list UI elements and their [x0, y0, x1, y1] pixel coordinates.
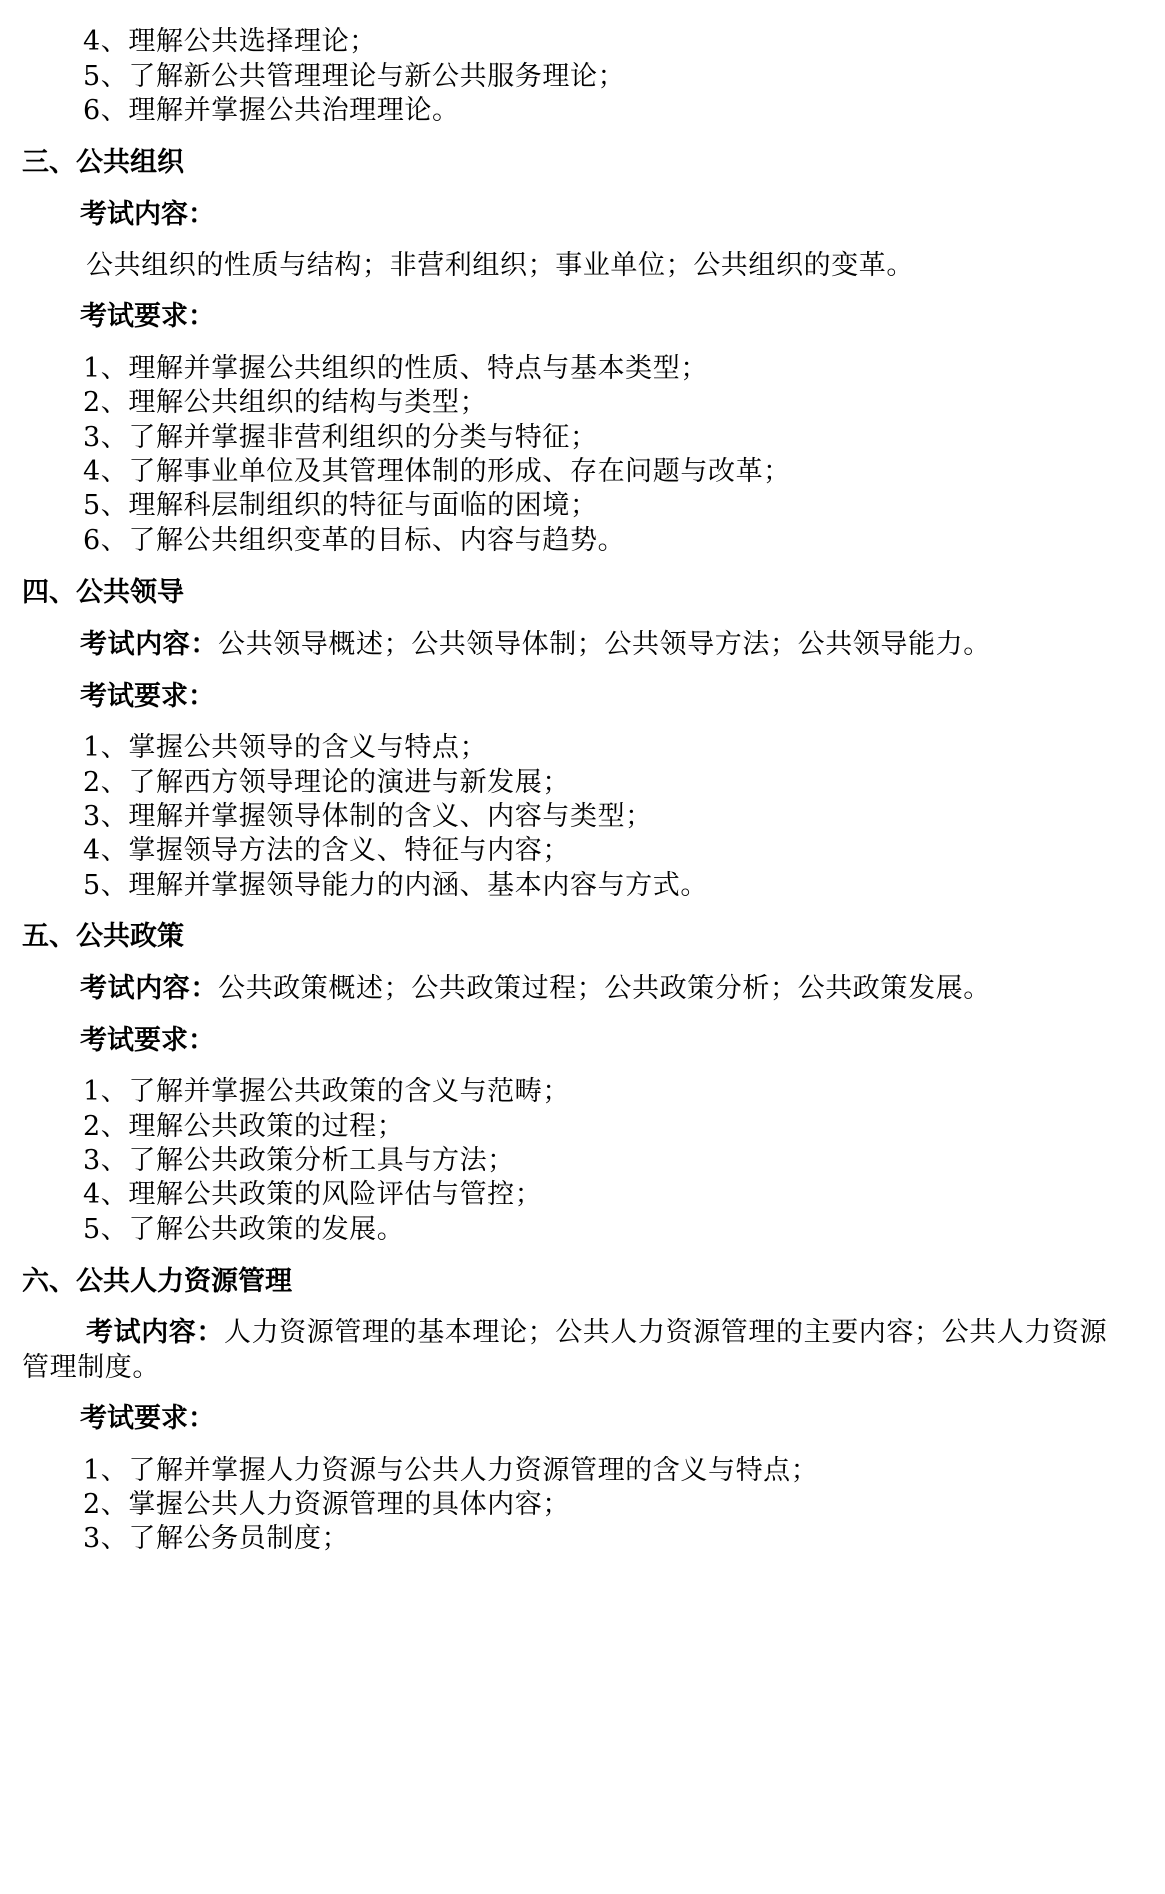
content-label: 考试内容： [80, 199, 215, 230]
requirements-label: 考试要求： [80, 301, 215, 332]
requirements-label: 考试要求： [80, 1403, 215, 1434]
list-item: 2、理解公共政策的过程； [83, 1111, 405, 1142]
content-text: 人力资源管理的基本理论；公共人力资源管理的主要内容；公共人力资源 [224, 1317, 1108, 1348]
requirements-label: 考试要求： [80, 681, 215, 712]
list-item: 1、掌握公共领导的含义与特点； [83, 732, 488, 763]
content-label: 考试内容： [80, 973, 218, 1004]
list-item: 1、理解并掌握公共组织的性质、特点与基本类型； [83, 353, 708, 384]
section-heading: 四、公共领导 [22, 577, 184, 608]
list-item: 5、了解新公共管理理论与新公共服务理论； [83, 61, 626, 92]
list-item: 4、掌握领导方法的含义、特征与内容； [83, 835, 570, 866]
content-text-continued: 管理制度。 [22, 1352, 160, 1383]
section-heading: 五、公共政策 [22, 921, 184, 952]
content-text: 公共组织的性质与结构；非营利组织；事业单位；公共组织的变革。 [86, 250, 914, 281]
list-item: 6、了解公共组织变革的目标、内容与趋势。 [83, 525, 626, 556]
list-item: 5、了解公共政策的发展。 [83, 1214, 405, 1245]
list-item: 2、理解公共组织的结构与类型； [83, 387, 488, 418]
list-item: 6、理解并掌握公共治理理论。 [83, 95, 460, 126]
list-item: 3、了解公务员制度； [83, 1523, 350, 1554]
list-item: 4、理解公共选择理论； [83, 26, 377, 57]
list-item: 2、掌握公共人力资源管理的具体内容； [83, 1489, 570, 1520]
content-label: 考试内容： [80, 629, 218, 660]
requirements-label: 考试要求： [80, 1025, 215, 1056]
content-paragraph [0, 969, 991, 1009]
section-heading: 三、公共组织 [22, 147, 184, 178]
list-item: 2、了解西方领导理论的演进与新发展； [83, 767, 570, 798]
section-heading: 六、公共人力资源管理 [22, 1266, 292, 1297]
list-item: 5、理解科层制组织的特征与面临的困境； [83, 490, 598, 521]
list-item: 3、了解公共政策分析工具与方法； [83, 1145, 515, 1176]
list-item: 3、了解并掌握非营利组织的分类与特征； [83, 422, 598, 453]
list-item: 1、了解并掌握公共政策的含义与范畴； [83, 1076, 570, 1107]
list-item: 3、理解并掌握领导体制的含义、内容与类型； [83, 801, 653, 832]
list-item: 1、了解并掌握人力资源与公共人力资源管理的含义与特点； [83, 1455, 819, 1486]
content-paragraph [0, 625, 991, 665]
list-item: 4、理解公共政策的风险评估与管控； [83, 1179, 543, 1210]
content-paragraph [0, 1313, 1107, 1353]
content-text: 公共政策概述；公共政策过程；公共政策分析；公共政策发展。 [218, 973, 991, 1004]
content-label: 考试内容： [86, 1317, 224, 1348]
list-item: 5、理解并掌握领导能力的内涵、基本内容与方式。 [83, 870, 708, 901]
list-item: 4、了解事业单位及其管理体制的形成、存在问题与改革； [83, 456, 791, 487]
content-text: 公共领导概述；公共领导体制；公共领导方法；公共领导能力。 [218, 629, 991, 660]
